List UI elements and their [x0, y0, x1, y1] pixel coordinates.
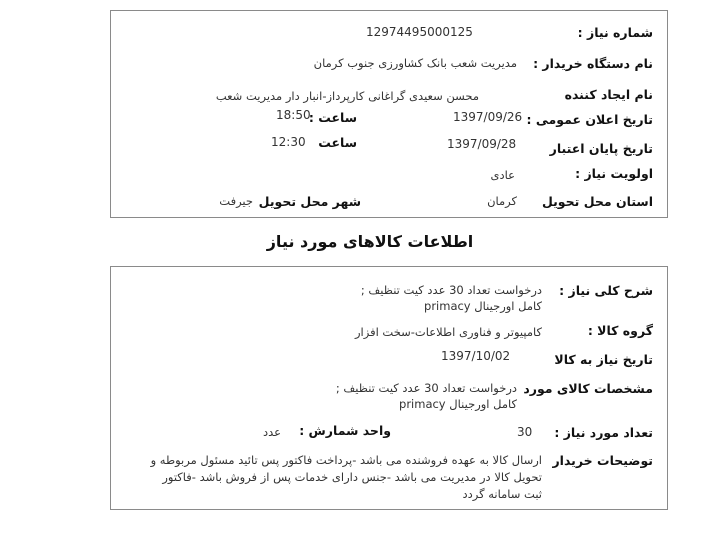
announce-time-value: 18:50 [276, 108, 311, 122]
spec-line-2: کامل اورجینال primacy [399, 397, 517, 411]
province-value: کرمان [487, 194, 517, 208]
need-date-label: تاریخ نیاز به کالا [554, 352, 653, 367]
notes-line-2: تحویل کالا در مدیریت می باشد -جنس دارای خدمات پس از فروش باشد -فاکتور [162, 470, 542, 484]
buyer-value: مدیریت شعب بانک کشاورزی جنوب کرمان [313, 56, 517, 70]
group-value: کامپیوتر و فناوری اطلاعات-سخت افزار [354, 325, 542, 339]
deadline-time-value: 12:30 [271, 135, 306, 149]
city-label: شهر محل تحویل [258, 194, 361, 209]
group-label: گروه کالا : [587, 323, 653, 338]
spec-label: مشخصات کالای مورد [523, 381, 653, 396]
request-number-value: 12974495000125 [366, 25, 473, 39]
need-date-value: 1397/10/02 [441, 349, 511, 363]
spec-line-1: درخواست تعداد 30 عدد کیت تنظیف ; [335, 381, 517, 395]
announce-date-label: تاریخ اعلان عمومی : [526, 112, 653, 127]
deadline-label: تاریخ پایان اعتبار [549, 141, 653, 156]
deadline-date-value: 1397/09/28 [447, 137, 517, 151]
unit-label: واحد شمارش : [299, 423, 391, 438]
priority-label: اولویت نیاز : [575, 166, 653, 181]
quantity-label: تعداد مورد نیاز : [554, 425, 653, 440]
summary-label: شرح کلی نیاز : [559, 283, 653, 298]
summary-line-2: کامل اورجینال primacy [424, 299, 542, 313]
deadline-time-label: ساعت [318, 135, 357, 150]
creator-value: محسن سعیدی گراغانی کارپرداز-انبار دار مدیریت شعب [215, 89, 479, 103]
buyer-label: نام دستگاه خریدار : [533, 56, 653, 71]
request-info-panel [110, 10, 668, 218]
section-title: اطلاعات کالاهای مورد نیاز [266, 232, 474, 251]
goods-info-panel [110, 266, 668, 510]
creator-label: نام ایجاد کننده [564, 87, 653, 102]
city-value: جیرفت [219, 194, 253, 208]
quantity-value: 30 [517, 425, 533, 439]
notes-label: توضیحات خریدار [552, 453, 653, 468]
unit-value: عدد [262, 425, 281, 439]
summary-line-1: درخواست تعداد 30 عدد کیت تنظیف ; [360, 283, 542, 297]
announce-time-label: ساعت : [308, 110, 357, 125]
announce-date-value: 1397/09/26 [453, 110, 523, 124]
notes-line-1: ارسال کالا به عهده فروشنده می باشد -پرداخت فاکتور پس تائید مسئول مربوطه و [150, 453, 542, 467]
notes-line-3: ثبت سامانه گردد [462, 487, 542, 501]
province-label: استان محل تحویل [541, 194, 653, 209]
request-number-label: شماره نیاز : [577, 25, 653, 40]
priority-value: عادی [490, 168, 515, 182]
